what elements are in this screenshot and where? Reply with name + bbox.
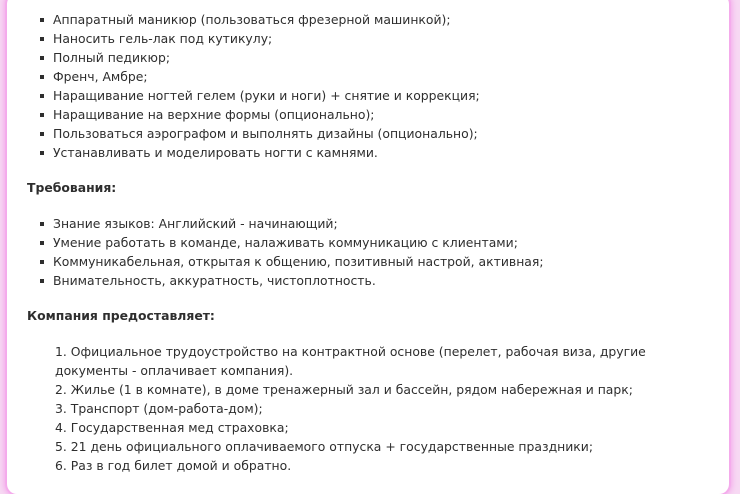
company-offers-heading: Компания предоставляет: [27,308,215,323]
list-item: 4. Государственная мед страховка; [55,420,289,435]
list-item: Устанавливать и моделировать ногти с камнями. [27,143,717,162]
requirements-heading: Требования: [27,180,117,195]
list-item: 3. Транспорт (дом-работа-дом); [55,401,263,416]
list-item: Знание языков: Английский - начинающий; [27,214,717,233]
list-item: Наращивание на верхние формы (опционально); [27,105,717,124]
list-item: Наращивание ногтей гелем (руки и ноги) + снятие и коррекция; [27,86,717,105]
list-item: Полный педикюр; [27,48,717,67]
list-item: Внимательность, аккуратность, чистоплотность. [27,271,717,290]
list-item: 6. Раз в год билет домой и обратно. [55,458,292,473]
requirements-list [27,214,717,290]
duties-list [27,10,717,162]
list-item: Умение работать в команде, налаживать коммуникацию с клиентами; [27,233,717,252]
list-item: Аппаратный маникюр (пользоваться фрезерной машинкой); [27,10,717,29]
list-item: Френч, Амбре; [27,67,717,86]
list-item: Наносить гель-лак под кутикулу; [27,29,717,48]
list-item: 1. Официальное трудоустройство на контрактной основе (перелет, рабочая виза, другие документы - оплачивает компания). [55,344,646,378]
vacancy-card [7,0,729,494]
list-item: Пользоваться аэрографом и выполнять дизайны (опционально); [27,124,717,143]
list-item: 2. Жилье (1 в комнате), в доме тренажерный зал и бассейн, рядом набережная и парк; [55,382,633,397]
list-item: 5. 21 день официального оплачиваемого отпуска + государственные праздники; [55,439,594,454]
company-offers-list [27,342,717,475]
list-item: Коммуникабельная, открытая к общению, позитивный настрой, активная; [27,252,717,271]
vacancy-description [27,10,717,475]
